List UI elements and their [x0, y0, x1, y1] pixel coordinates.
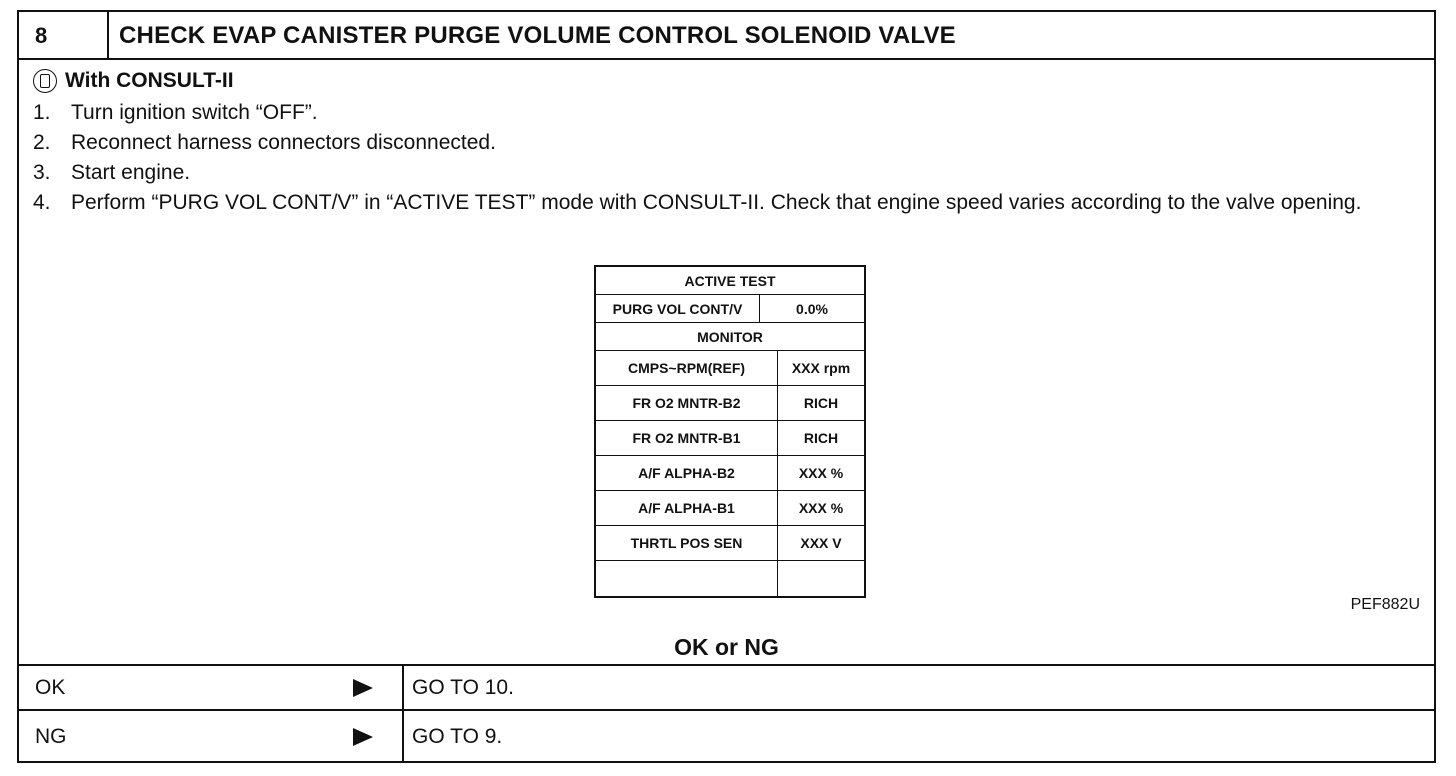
monitor-item-value: RICH	[803, 430, 839, 446]
instruction-list	[33, 98, 1413, 218]
result-question: OK or NG	[674, 634, 779, 660]
monitor-row	[596, 456, 864, 491]
monitor-item-value	[778, 561, 864, 596]
monitor-header: ACTIVE TEST	[684, 272, 776, 289]
monitor-item-label	[596, 561, 778, 596]
instruction-text: Turn ignition switch “OFF”.	[71, 101, 318, 124]
arrow-cell	[324, 711, 404, 763]
instruction-number: 2.	[33, 131, 51, 154]
monitor-item-label: A/F ALPHA-B2	[596, 456, 778, 490]
monitor-item-value: XXX %	[798, 500, 844, 516]
consult-heading	[33, 69, 234, 93]
result-row-ng	[19, 709, 1434, 763]
monitor-row	[596, 526, 864, 561]
monitor-item-value: RICH	[803, 395, 839, 411]
monitor-item-label: A/F ALPHA-B1	[596, 491, 778, 525]
arrow-cell	[324, 666, 404, 710]
instruction-number: 4.	[33, 191, 51, 214]
step-header	[19, 12, 1434, 60]
consult-tool-icon	[33, 69, 57, 93]
monitor-item-value: XXX V	[800, 535, 842, 551]
instruction-item	[33, 188, 1413, 218]
arrow-right-icon	[353, 679, 373, 697]
monitor-section-row	[596, 323, 864, 351]
figure-id: PEF882U	[1350, 596, 1420, 613]
result-label: NG	[35, 725, 67, 748]
monitor-item-value: XXX rpm	[791, 360, 851, 376]
monitor-item-value: XXX %	[798, 465, 844, 481]
step-body	[19, 60, 1434, 664]
step-title: CHECK EVAP CANISTER PURGE VOLUME CONTROL SOLENOID VALVE	[119, 22, 956, 49]
monitor-row-empty	[596, 561, 864, 596]
monitor-row	[596, 421, 864, 456]
monitor-row	[596, 491, 864, 526]
monitor-row	[596, 351, 864, 386]
instruction-text: Start engine.	[71, 161, 191, 184]
result-row-ok	[19, 664, 1434, 710]
instruction-text: Reconnect harness connectors disconnected.	[71, 131, 496, 154]
test-item-label: PURG VOL CONT/V	[596, 295, 760, 322]
instruction-number: 1.	[33, 101, 51, 124]
result-goto: GO TO 10.	[412, 676, 514, 699]
instruction-item	[33, 128, 1413, 158]
consult-label: With CONSULT-II	[65, 69, 234, 92]
instruction-item	[33, 158, 1413, 188]
monitor-row	[596, 386, 864, 421]
diagnostic-step-frame	[17, 10, 1436, 763]
monitor-item-label: FR O2 MNTR-B1	[596, 421, 778, 455]
step-number: 8	[19, 12, 109, 58]
result-goto: GO TO 9.	[412, 725, 503, 748]
consult-monitor-screen	[594, 265, 866, 598]
monitor-item-label: CMPS~RPM(REF)	[596, 351, 778, 385]
arrow-right-icon	[353, 728, 373, 746]
monitor-item-label: FR O2 MNTR-B2	[596, 386, 778, 420]
monitor-item-label: THRTL POS SEN	[596, 526, 778, 560]
instruction-item	[33, 98, 1413, 128]
test-item-row	[596, 295, 864, 323]
result-label: OK	[35, 676, 66, 699]
monitor-header-row	[596, 267, 864, 295]
instruction-number: 3.	[33, 161, 51, 184]
monitor-section: MONITOR	[697, 328, 763, 345]
instruction-text: Perform “PURG VOL CONT/V” in “ACTIVE TEST” mode with CONSULT-II. Check that engine speed varies according to the valve opening.	[71, 191, 1362, 214]
test-item-value: 0.0%	[796, 300, 828, 317]
